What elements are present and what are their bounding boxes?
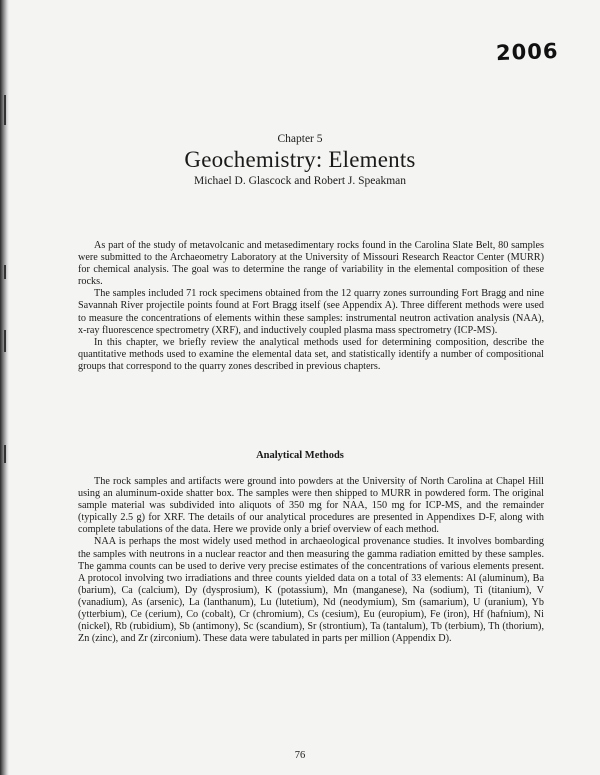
intro-paragraph: As part of the study of metavolcanic and metasedimentary rocks found in the Carolina Slate Belt, 80 samples were submitted to the Archaeometry Laboratory at the University of Missouri Research Reactor Center (MURR) for chemical analysis. The goal was to determine the range of variability in the elemental composition of these rocks. — [78, 240, 544, 288]
intro-text — [78, 240, 544, 373]
section-paragraph: NAA is perhaps the most widely used method in archaeological provenance studies. It involves bombarding the samples with neutrons in a nuclear reactor and then measuring the gamma radiation emitted by these samples. The gamma counts can be used to derive very precise estimates of the concentrations of various elements present. A protocol involving two irradiations and three counts yielded data on a total of 33 elements: Al (aluminum), Ba (barium), Ca (calcium), Dy (dysprosium), K (potassium), Mn (manganese), Na (sodium), Ti (titanium), V (vanadium), As (arsenic), La (lanthanum), Lu (lutetium), Nd (neodymium), Sm (samarium), U (uranium), Yb (ytterbium), Ce (cerium), Co (cobalt), Cr (chromium), Cs (cesium), Eu (europium), Fe (iron), Hf (hafnium), Ni (nickel), Rb (rubidium), Sb (antimony), Sc (scandium), Sr (strontium), Ta (tantalum), Tb (terbium), Th (thorium), Zn (zinc), and Zr (zirconium). These data were tabulated in parts per million (Appendix D). — [78, 536, 544, 645]
intro-paragraph: The samples included 71 rock specimens obtained from the 12 quarry zones surrounding Fort Bragg and nine Savannah River projectile points found at Fort Bragg itself (see Appendix A). Three different methods were used to measure the concentrations of elements within these samples: instrumental neutron activation analysis (NAA), x-ray fluorescence spectrometry (XRF), and inductively coupled plasma mass spectrometry (ICP-MS). — [78, 288, 544, 336]
chapter-label: Chapter 5 — [277, 133, 323, 145]
section-paragraph: The rock samples and artifacts were ground into powders at the University of North Carolina at Chapel Hill using an aluminum-oxide shatter box. The samples were then shipped to MURR in powdered form. The original sample material was subdivided into aliquots of 350 mg for NAA, 150 mg for ICP-MS, and the remainder (typically 2.5 g) for XRF. The details of our analytical procedures are presented in Appendixes D-F, along with complete tabulations of the data. Here we provide only a brief overview of each method. — [78, 476, 544, 536]
handwritten-year: 2006 — [495, 38, 559, 66]
intro-paragraph: In this chapter, we briefly review the analytical methods used for determining composition, describe the quantitative methods used to examine the elemental data set, and statistically identify a number of compositional groups that correspond to the quarry zones described in previous chapters. — [78, 336, 544, 372]
section-heading: Analytical Methods — [256, 450, 344, 461]
scan-mark — [4, 330, 6, 352]
chapter-authors: Michael D. Glascock and Robert J. Speakman — [193, 175, 407, 187]
scan-mark — [4, 95, 6, 125]
section-text — [78, 476, 544, 645]
scan-mark — [4, 265, 6, 279]
page-number: 76 — [294, 750, 306, 761]
chapter-title: Geochemistry: Elements — [184, 147, 416, 172]
